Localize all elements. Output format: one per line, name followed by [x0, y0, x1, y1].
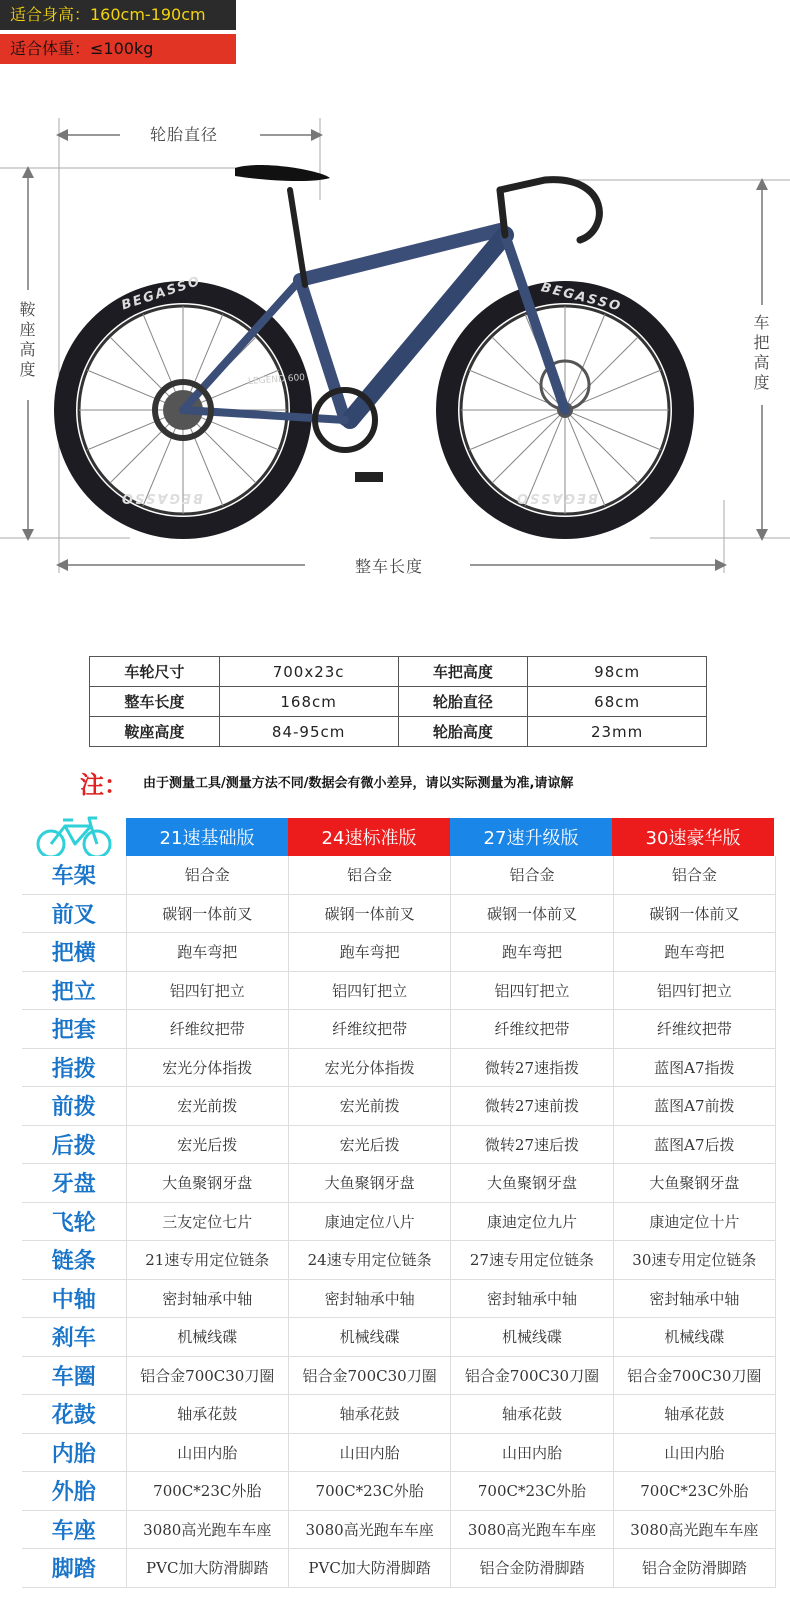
table-cell: 铝合金700C30刀圈: [289, 1357, 451, 1395]
table-cell: 700C*23C外胎: [289, 1472, 451, 1510]
component-label: 车圈: [22, 1357, 127, 1395]
table-cell: 蓝图A7后拨: [614, 1126, 776, 1164]
table-cell: 27速专用定位链条: [451, 1241, 613, 1279]
table-cell: PVC加大防滑脚踏: [289, 1549, 451, 1587]
spec-key: 整车长度: [90, 687, 220, 717]
component-label: 车座: [22, 1511, 127, 1549]
table-cell: 纤维纹把带: [127, 1010, 289, 1048]
table-cell: 铝合金: [614, 856, 776, 894]
table-cell: 30速专用定位链条: [614, 1241, 776, 1279]
table-cell: 铝合金防滑脚踏: [451, 1549, 613, 1587]
table-row: [22, 933, 776, 972]
table-cell: 微转27速前拨: [451, 1087, 613, 1125]
table-cell: 轴承花鼓: [127, 1395, 289, 1433]
tire-diameter-label: 轮胎直径: [150, 125, 219, 144]
table-cell: 铝合金: [127, 856, 289, 894]
table-cell: 密封轴承中轴: [127, 1280, 289, 1318]
size-spec-table: [89, 656, 707, 747]
table-cell: 铝合金防滑脚踏: [614, 1549, 776, 1587]
table-cell: 700C*23C外胎: [127, 1472, 289, 1510]
table-cell: 密封轴承中轴: [289, 1280, 451, 1318]
component-label: 飞轮: [22, 1203, 127, 1241]
component-label: 刹车: [22, 1318, 127, 1356]
config-comparison-grid: [22, 818, 776, 1588]
table-cell: 微转27速后拨: [451, 1126, 613, 1164]
table-cell: 三友定位七片: [127, 1203, 289, 1241]
brand-text-front: BEGASSO: [539, 280, 624, 315]
table-row: [90, 687, 707, 717]
table-cell: 密封轴承中轴: [614, 1280, 776, 1318]
table-cell: 3080高光跑车车座: [614, 1511, 776, 1549]
table-cell: 康迪定位八片: [289, 1203, 451, 1241]
table-cell: 铝合金: [451, 856, 613, 894]
table-row: [22, 1280, 776, 1319]
table-cell: 跑车弯把: [289, 933, 451, 971]
table-row: [22, 972, 776, 1011]
table-cell: 机械线碟: [614, 1318, 776, 1356]
table-cell: 3080高光跑车车座: [289, 1511, 451, 1549]
component-label: 前叉: [22, 895, 127, 933]
note-mark: 注：: [80, 771, 128, 799]
table-cell: 山田内胎: [451, 1434, 613, 1472]
pedal: [355, 472, 383, 482]
component-label: 后拨: [22, 1126, 127, 1164]
config-rows: [22, 856, 776, 1588]
component-label: 把横: [22, 933, 127, 971]
table-cell: 轴承花鼓: [289, 1395, 451, 1433]
component-label: 链条: [22, 1241, 127, 1279]
config-header-row: [22, 818, 776, 856]
table-row: [90, 657, 707, 687]
table-cell: 700C*23C外胎: [451, 1472, 613, 1510]
handlebar-height-label: 车 把 高 度: [753, 313, 771, 392]
table-cell: 跑车弯把: [451, 933, 613, 971]
table-cell: 蓝图A7前拨: [614, 1087, 776, 1125]
table-row: [90, 717, 707, 747]
table-cell: 大鱼聚钢牙盘: [451, 1164, 613, 1202]
table-cell: 宏光前拨: [289, 1087, 451, 1125]
spec-key: 车把高度: [398, 657, 528, 687]
height-fit-badge: 适合身高：160cm-190cm: [0, 0, 236, 30]
table-cell: 宏光前拨: [127, 1087, 289, 1125]
version-21-header: 21速基础版: [126, 818, 288, 856]
table-cell: 宏光后拨: [289, 1126, 451, 1164]
table-row: [22, 856, 776, 895]
table-cell: 康迪定位十片: [614, 1203, 776, 1241]
spec-value: 168cm: [219, 687, 398, 717]
table-cell: 山田内胎: [127, 1434, 289, 1472]
component-label: 外胎: [22, 1472, 127, 1510]
version-30-header: 30速豪华版: [612, 818, 774, 856]
spec-value: 84-95cm: [219, 717, 398, 747]
table-cell: 山田内胎: [614, 1434, 776, 1472]
brand-text-front-bottom: BEGASSO: [515, 490, 598, 505]
table-cell: 康迪定位九片: [451, 1203, 613, 1241]
table-cell: 碳钢一体前叉: [127, 895, 289, 933]
version-24-header: 24速标准版: [288, 818, 450, 856]
component-label: 前拨: [22, 1087, 127, 1125]
table-row: [22, 1395, 776, 1434]
table-row: [22, 1241, 776, 1280]
component-label: 牙盘: [22, 1164, 127, 1202]
table-cell: 碳钢一体前叉: [289, 895, 451, 933]
table-cell: 铝合金700C30刀圈: [614, 1357, 776, 1395]
component-label: 车架: [22, 856, 127, 894]
table-cell: 轴承花鼓: [614, 1395, 776, 1433]
spec-value: 98cm: [528, 657, 707, 687]
table-cell: 机械线碟: [289, 1318, 451, 1356]
table-row: [22, 1549, 776, 1588]
table-row: [22, 1010, 776, 1049]
component-label: 把套: [22, 1010, 127, 1048]
table-cell: PVC加大防滑脚踏: [127, 1549, 289, 1587]
weight-fit-badge: 适合体重：≤100kg: [0, 34, 236, 64]
spec-value: 700x23c: [219, 657, 398, 687]
table-row: [22, 1049, 776, 1088]
table-cell: 宏光后拨: [127, 1126, 289, 1164]
table-cell: 跑车弯把: [614, 933, 776, 971]
table-cell: 纤维纹把带: [289, 1010, 451, 1048]
table-cell: 跑车弯把: [127, 933, 289, 971]
table-cell: 21速专用定位链条: [127, 1241, 289, 1279]
table-row: [22, 1472, 776, 1511]
table-cell: 轴承花鼓: [451, 1395, 613, 1433]
table-cell: 宏光分体指拨: [289, 1049, 451, 1087]
table-row: [22, 1087, 776, 1126]
table-cell: 微转27速指拨: [451, 1049, 613, 1087]
bicycle-icon: [22, 818, 126, 856]
spec-value: 68cm: [528, 687, 707, 717]
table-cell: 铝四钉把立: [289, 972, 451, 1010]
table-cell: 纤维纹把带: [451, 1010, 613, 1048]
table-cell: 密封轴承中轴: [451, 1280, 613, 1318]
table-cell: 机械线碟: [451, 1318, 613, 1356]
bike-saddle: [235, 165, 330, 181]
table-cell: 铝四钉把立: [614, 972, 776, 1010]
component-label: 内胎: [22, 1434, 127, 1472]
table-row: [22, 1203, 776, 1242]
table-cell: 机械线碟: [127, 1318, 289, 1356]
table-cell: 3080高光跑车车座: [451, 1511, 613, 1549]
component-label: 花鼓: [22, 1395, 127, 1433]
table-cell: 大鱼聚钢牙盘: [127, 1164, 289, 1202]
table-cell: 纤维纹把带: [614, 1010, 776, 1048]
table-row: [22, 1318, 776, 1357]
component-label: 把立: [22, 972, 127, 1010]
table-cell: 蓝图A7指拨: [614, 1049, 776, 1087]
table-row: [22, 1126, 776, 1165]
table-cell: 碳钢一体前叉: [614, 895, 776, 933]
component-label: 脚踏: [22, 1549, 127, 1587]
table-row: [22, 1511, 776, 1550]
table-cell: 铝合金: [289, 856, 451, 894]
component-label: 中轴: [22, 1280, 127, 1318]
table-cell: 宏光分体指拨: [127, 1049, 289, 1087]
total-length-label: 整车长度: [355, 557, 424, 576]
spec-key: 车轮尺寸: [90, 657, 220, 687]
table-cell: 铝合金700C30刀圈: [451, 1357, 613, 1395]
table-cell: 山田内胎: [289, 1434, 451, 1472]
note-text: 由于测量工具/测量方法不同/数据会有微小差异，请以实际测量为准,请谅解: [143, 776, 574, 791]
brand-text-rear-bottom: BEGASSO: [120, 490, 203, 505]
version-27-header: 27速升级版: [450, 818, 612, 856]
table-row: [22, 895, 776, 934]
frame-model-text: LEGEND 600: [247, 373, 306, 387]
table-cell: 碳钢一体前叉: [451, 895, 613, 933]
table-cell: 24速专用定位链条: [289, 1241, 451, 1279]
spec-key: 鞍座高度: [90, 717, 220, 747]
table-cell: 700C*23C外胎: [614, 1472, 776, 1510]
table-row: [22, 1164, 776, 1203]
table-row: [22, 1357, 776, 1396]
table-cell: 大鱼聚钢牙盘: [614, 1164, 776, 1202]
spec-key: 轮胎直径: [398, 687, 528, 717]
table-cell: 铝四钉把立: [127, 972, 289, 1010]
table-row: [22, 1434, 776, 1473]
spec-value: 23mm: [528, 717, 707, 747]
brand-text-rear: BEGASSO: [119, 273, 204, 314]
saddle-height-label: 鞍 座 高 度: [19, 300, 37, 379]
table-cell: 铝四钉把立: [451, 972, 613, 1010]
component-label: 指拨: [22, 1049, 127, 1087]
table-cell: 铝合金700C30刀圈: [127, 1357, 289, 1395]
spec-key: 轮胎高度: [398, 717, 528, 747]
table-cell: 3080高光跑车车座: [127, 1511, 289, 1549]
table-cell: 大鱼聚钢牙盘: [289, 1164, 451, 1202]
